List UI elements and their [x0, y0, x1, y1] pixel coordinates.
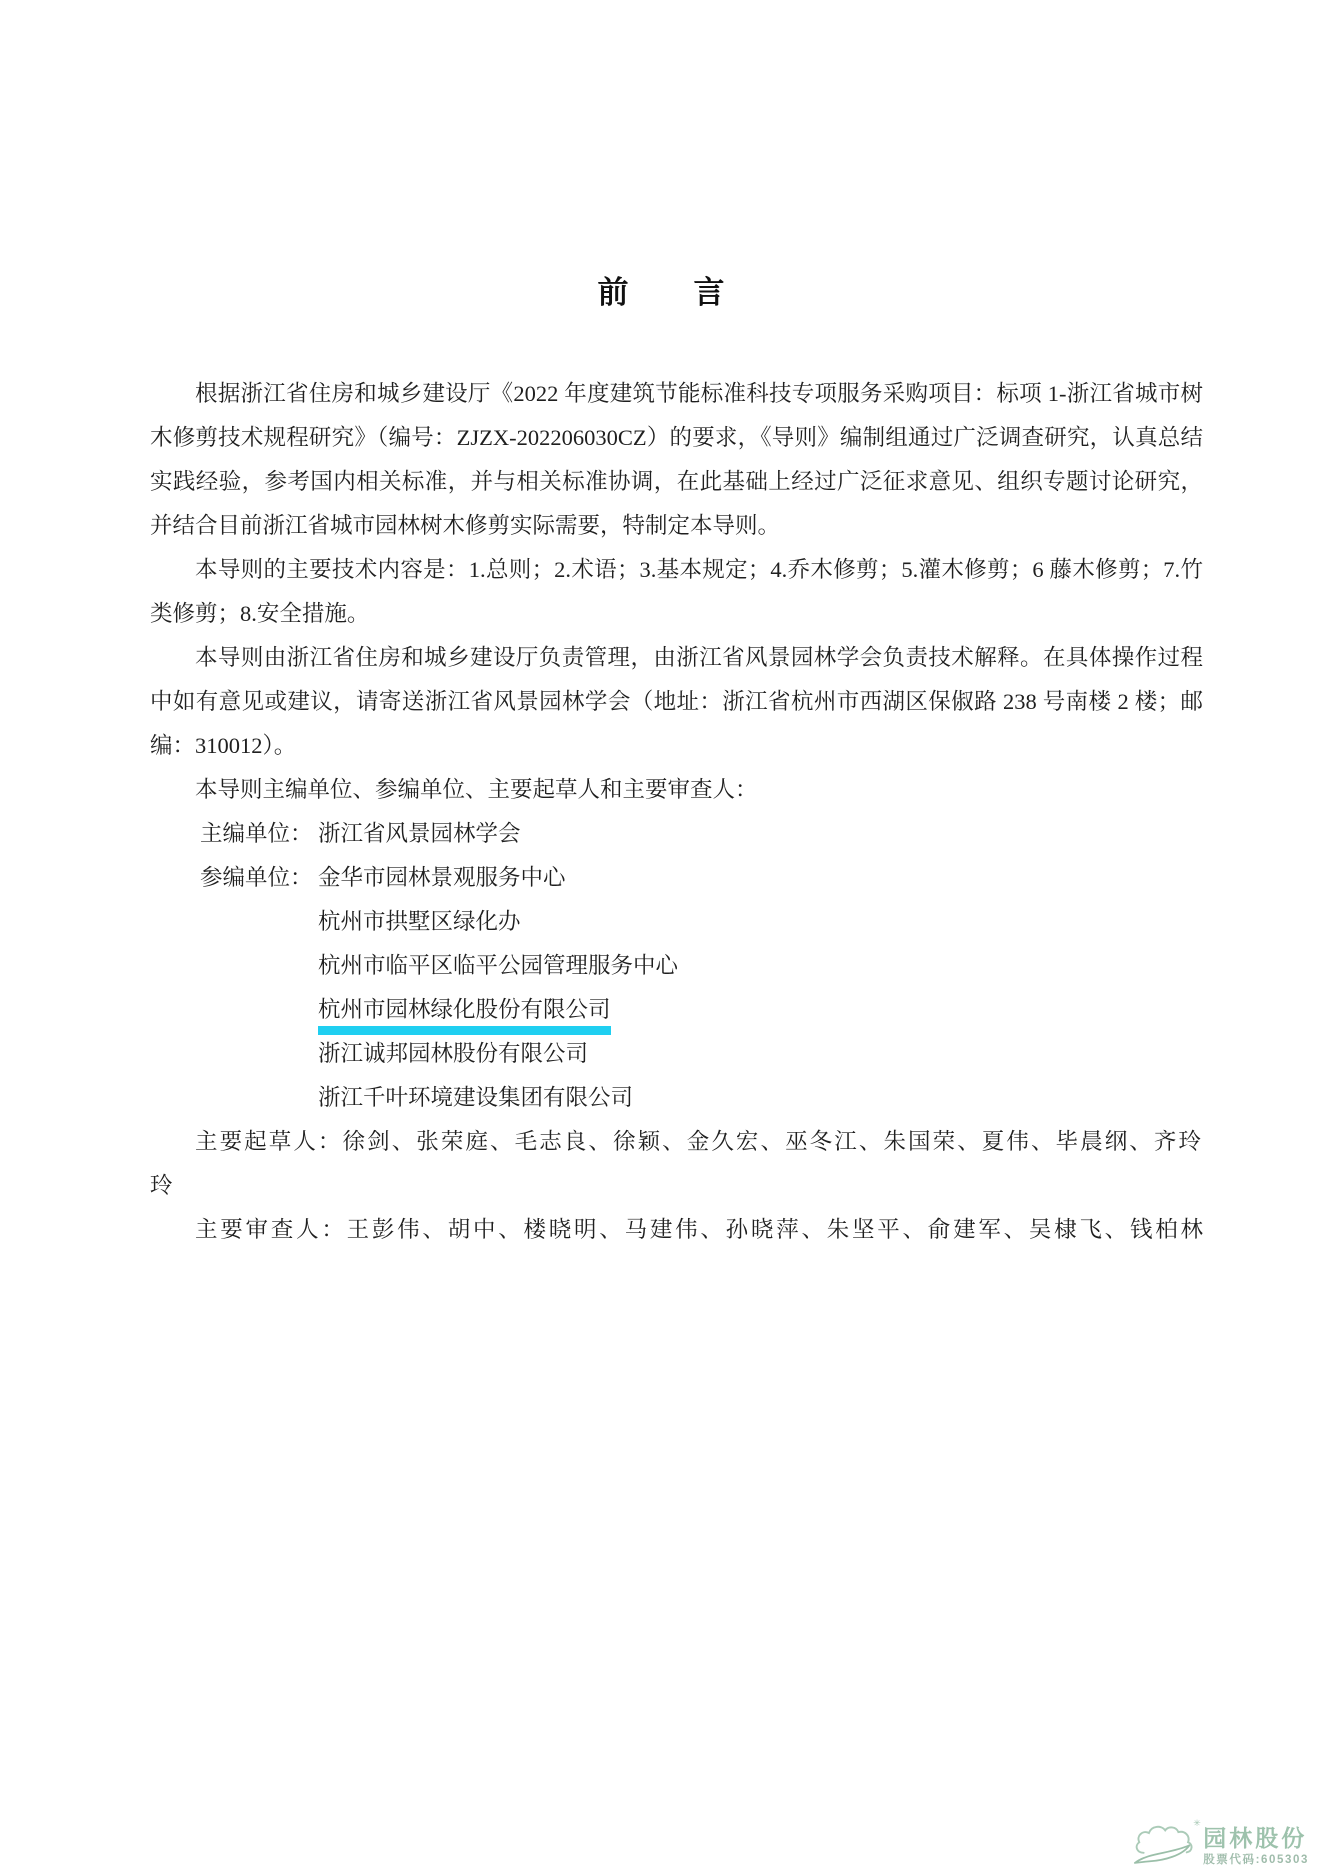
chief-editor-value: 浙江省风景园林学会 — [318, 821, 521, 846]
document-body — [150, 372, 1203, 1252]
participants-row — [150, 856, 1203, 900]
participant-unit-highlighted — [318, 988, 1203, 1032]
logo-text — [1203, 1824, 1309, 1867]
logo-stock-code: 股票代码:605303 — [1203, 1853, 1309, 1866]
chief-editor-row — [150, 812, 1203, 856]
company-logo — [1131, 1818, 1309, 1866]
participant-unit: 浙江诚邦园林股份有限公司 — [318, 1041, 589, 1066]
reviewers-line — [150, 1208, 1203, 1252]
participant-unit: 杭州市拱墅区绿化办 — [318, 909, 521, 934]
paragraph-management: 本导则由浙江省住房和城乡建设厅负责管理，由浙江省风景园林学会负责技术解释。在具体操作过程中如有意见或建议，请寄送浙江省风景园林学会（地址：浙江省杭州市西湖区保俶路 238 号南楼 2 楼；邮编：310012）。 — [150, 645, 1203, 758]
participant-unit: 杭州市临平区临平公园管理服务中心 — [318, 953, 679, 978]
logo-company-name: 园林股份 — [1203, 1824, 1308, 1851]
paragraph-intro: 根据浙江省住房和城乡建设厅《2022 年度建筑节能标准科技专项服务采购项目：标项 1-浙江省城市树木修剪技术规程研究》（编号：ZJZX-202206030CZ）的要求，《导则》编制组通过广泛调查研究，认真总结实践经验，参考国内相关标准，并与相关标准协调，在此基础上经过广泛征求意见、组织专题讨论研究，并结合目前浙江省城市园林树木修剪实际需要，特制定本导则。 — [150, 381, 1203, 538]
drafters-names: 徐剑、张荣庭、毛志良、徐颖、金久宏、巫冬江、朱国荣、夏伟、毕晨纲、齐玲玲 — [150, 1129, 1203, 1198]
reviewers-names: 王彭伟、胡中、楼晓明、马建伟、孙晓萍、朱坚平、俞建军、吴棣飞、钱柏林 — [346, 1217, 1203, 1242]
cloud-leaf-logo-icon — [1131, 1822, 1195, 1866]
drafters-label: 主要起草人： — [195, 1129, 343, 1154]
drafters-line — [150, 1120, 1203, 1208]
paragraph-contents: 本导则的主要技术内容是：1.总则；2.术语；3.基本规定；4.乔木修剪；5.灌木修剪；6 藤木修剪；7.竹类修剪；8.安全措施。 — [150, 557, 1203, 626]
highlighted-company-name: 杭州市园林绿化股份有限公司 — [318, 997, 611, 1035]
participants-label: 参编单位： — [200, 865, 313, 890]
registered-mark-icon: ✳ — [1193, 1818, 1201, 1828]
paragraph-credits-lead: 本导则主编单位、参编单位、主要起草人和主要审查人： — [195, 777, 758, 802]
chief-editor-label: 主编单位： — [200, 821, 313, 846]
participant-unit: 浙江千叶环境建设集团有限公司 — [318, 1085, 634, 1110]
participant-unit: 金华市园林景观服务中心 — [318, 865, 566, 890]
page-title: 前 言 — [597, 275, 726, 310]
reviewers-label: 主要审查人： — [195, 1217, 347, 1242]
